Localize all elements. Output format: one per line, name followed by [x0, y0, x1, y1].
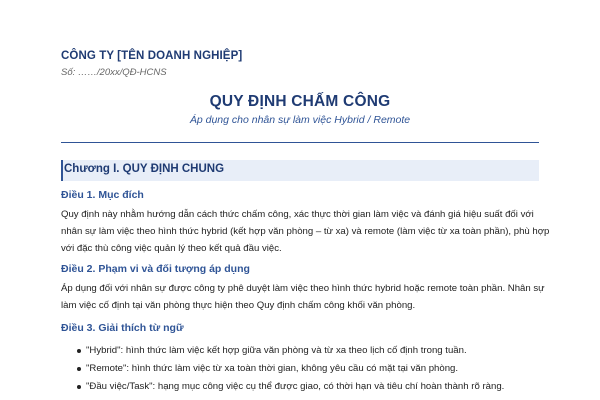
article-3-heading: Điều 3. Giải thích từ ngữ — [61, 322, 184, 334]
title-divider — [61, 142, 539, 143]
article-2-body — [61, 280, 545, 314]
document-number: Số: ……/20xx/QĐ-HCNS — [61, 67, 167, 78]
list-item-text: "Remote": hình thức làm việc từ xa toàn thời gian, không yêu cầu có mặt tại văn phòng. — [86, 363, 459, 374]
article-1-body — [61, 206, 550, 257]
list-item-text: "Hybrid": hình thức làm việc kết hợp giữa văn phòng và từ xa theo lịch cố định trong tuần. — [86, 345, 467, 356]
bullet-icon — [77, 367, 81, 371]
list-item — [61, 378, 541, 396]
article-2-line: Áp dụng đối với nhân sự được công ty phê duyệt làm việc theo hình thức hybrid hoặc remote toàn phần. Nhân sự — [61, 283, 545, 294]
article-2-heading: Điều 2. Phạm vi và đối tượng áp dụng — [61, 263, 250, 275]
list-item — [61, 342, 541, 360]
list-item-text: "Đầu việc/Task": hạng mục công việc cụ thể được giao, có thời hạn và tiêu chí hoàn thành rõ ràng. — [86, 381, 505, 392]
bullet-icon — [77, 349, 81, 353]
article-1-line: với đặc thù công việc quản lý theo kết quả đầu việc. — [61, 243, 282, 254]
article-1-line: nhân sự làm việc theo hình thức hybrid (kết hợp văn phòng – từ xa) và remote (làm việc từ xa toàn phần), phù hợp — [61, 226, 550, 237]
chapter-heading — [61, 160, 539, 181]
document-title: QUY ĐỊNH CHẤM CÔNG — [209, 93, 391, 110]
article-1-heading: Điều 1. Mục đích — [61, 189, 144, 201]
article-2-line: làm việc cố định tại văn phòng thực hiện theo Quy định chấm công khối văn phòng. — [61, 300, 416, 311]
chapter-title: Chương I. QUY ĐỊNH CHUNG — [64, 163, 225, 175]
article-1-line: Quy định này nhằm hướng dẫn cách thức chấm công, xác thực thời gian làm việc và đánh giá hiệu suất đối với — [61, 209, 534, 220]
definitions-list — [61, 342, 541, 396]
document-subtitle: Áp dụng cho nhân sự làm việc Hybrid / Remote — [189, 114, 411, 126]
list-item — [61, 360, 541, 378]
company-name: CÔNG TY [TÊN DOANH NGHIỆP] — [61, 50, 243, 62]
bullet-icon — [77, 385, 81, 389]
